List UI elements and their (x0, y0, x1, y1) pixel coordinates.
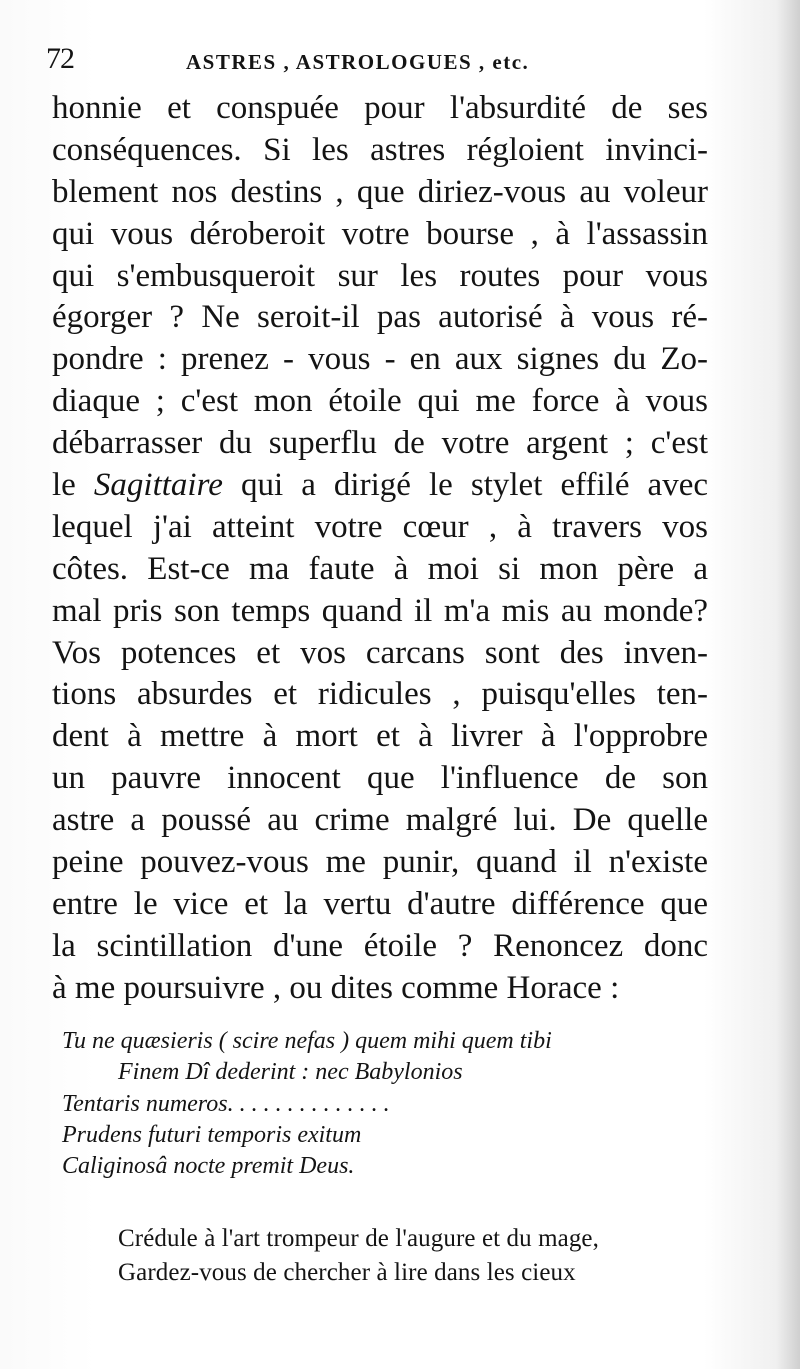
text-line: conséquences. Si les astres régloient invinci- (52, 131, 708, 168)
text-line: blement nos destins , que diriez-vous au voleur (52, 173, 708, 210)
text-line: débarrasser du superflu de votre argent ; c'est (52, 425, 708, 462)
text-line: la scintillation d'une étoile ? Renoncez donc (52, 927, 708, 964)
text-line: lequel j'ai atteint votre cœur , à travers vos (52, 508, 708, 545)
text-line: pondre : prenez - vous - en aux signes du Zo- (52, 341, 708, 378)
italic-word-sagittaire: Sagittaire (93, 467, 223, 504)
latin-verse-quote (62, 1026, 702, 1182)
text-line: égorger ? Ne seroit-il pas autorisé à vous ré- (52, 299, 708, 336)
text-line: entre le vice et la vertu d'autre différence que (52, 885, 708, 922)
french-verse-translation (118, 1222, 698, 1290)
text-line: qui s'embusqueroit sur les routes pour vous (52, 257, 708, 294)
text-line: côtes. Est-ce ma faute à moi si mon père a (52, 550, 708, 587)
page-number: 72 (46, 42, 74, 75)
text-fragment: qui a dirigé le stylet effilé avec (222, 467, 708, 504)
text-line: peine pouvez-vous me punir, quand il n'existe (52, 844, 708, 881)
verse-line: Prudens futuri temporis exitum (62, 1121, 362, 1148)
verse-line: Caliginosâ nocte premit Deus. (62, 1153, 355, 1180)
text-line: mal pris son temps quand il m'a mis au monde? (52, 592, 708, 629)
text-line: tions absurdes et ridicules , puisqu'elles ten- (52, 676, 708, 713)
verse-line: Crédule à l'art trompeur de l'augure et du mage, (118, 1225, 599, 1252)
page-header (46, 42, 706, 82)
text-fragment: le (52, 467, 94, 504)
text-line: un pauvre innocent que l'influence de son (52, 760, 708, 797)
text-line: honnie et conspuée pour l'absurdité de ses (52, 90, 708, 126)
body-paragraph (52, 88, 708, 1010)
verse-line: Tentaris numeros. . . . . . . . . . . . . . (62, 1090, 390, 1117)
verse-line: Finem Dî dederint : nec Babylonios (118, 1059, 463, 1086)
verse-line: Gardez-vous de chercher à lire dans les cieux (118, 1259, 576, 1286)
text-line: astre a poussé au crime malgré lui. De quelle (52, 802, 708, 839)
text-line: dent à mettre à mort et à livrer à l'opprobre (52, 718, 708, 755)
text-line: Vos potences et vos carcans sont des inven- (52, 634, 708, 671)
text-line-sagittaire (52, 465, 708, 507)
verse-line: Tu ne quæsieris ( scire nefas ) quem mihi quem tibi (62, 1028, 552, 1054)
running-head: ASTRES , ASTROLOGUES , etc. (186, 50, 530, 74)
text-line: diaque ; c'est mon étoile qui me force à vous (52, 383, 708, 420)
text-line: qui vous déroberoit votre bourse , à l'assassin (52, 215, 708, 252)
text-line: à me poursuivre , ou dites comme Horace : (52, 969, 620, 1006)
